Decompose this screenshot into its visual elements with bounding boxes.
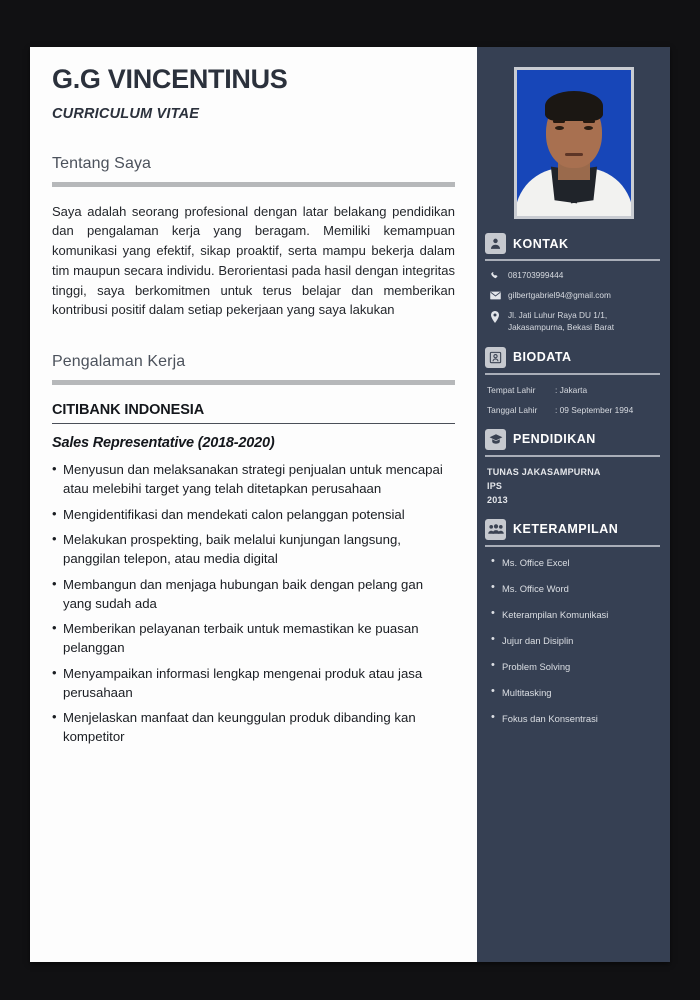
list-item: • Melakukan prospekting, baik melalui kunjungan langsung, panggilan telepon, atau media digital [52,531,455,568]
education-year: 2013 [487,494,508,505]
employer-name: CITIBANK INDONESIA [52,402,455,424]
contact-title: KONTAK [513,236,569,251]
people-group-icon [485,519,506,540]
list-item: • Ms. Office Word [491,583,662,594]
education-school: TUNAS JAKASAMPURNA [487,466,601,477]
photo-brow-left [553,120,565,123]
about-paragraph: Saya adalah seorang profesional dengan latar belakang pendidikan dan pengalaman kerja yang beragam. Memiliki kemampuan komunikasi yang efektif, sikap proaktif, serta mampu bekerja dalam tim maupun secara individu. Berorientasi pada hasil dengan integritas tinggi, saya berkomitmen untuk terus belajar dan memberikan kontribusi positif dalam setiap pekerjaan yang saya lakukan [52,203,455,318]
graduation-cap-icon [485,429,506,450]
photo-eye-left [555,126,564,130]
photo-mouth [565,153,583,156]
contact-list [477,270,670,333]
education-list [477,467,670,505]
education-title: PENDIDIKAN [513,432,596,447]
contact-email-row[interactable] [487,290,662,301]
phone-icon [487,270,503,281]
biodata-row-birthdate [487,405,664,415]
list-item: • Menjelaskan manfaat dan keunggulan produk dibanding kan kompetitor [52,709,455,746]
contact-divider [485,259,660,261]
main-content-column [30,47,477,962]
biodata-section [477,347,670,415]
job-title: Sales Representative (2018-2020) [52,435,275,452]
skills-divider [485,545,660,547]
contact-header [477,233,670,254]
duties-list [52,461,455,747]
biodata-row-birthplace [487,385,664,395]
photo-eye-right [584,126,593,130]
biodata-value: : Jakarta [555,384,588,395]
photo-brow-right [583,120,595,123]
list-item: • Jujur dan Disiplin [491,635,662,646]
email-address: gilbertgabriel94@gmail.com [508,290,611,301]
list-item: • Membangun dan menjaga hubungan baik dengan pelang gan yang sudah ada [52,576,455,613]
education-header [477,429,670,450]
biodata-value: : 09 September 1994 [555,404,634,415]
envelope-icon [487,290,503,300]
experience-section-heading: Pengalaman Kerja [52,353,186,371]
skills-section [477,519,670,724]
cv-document [30,47,670,962]
page-title: G.G VINCENTINUS [52,64,288,94]
list-item: • Menyusun dan melaksanakan strategi penjualan untuk mencapai atau melebihi target yang telah ditetapkan perusahaan [52,461,455,498]
id-card-icon [485,347,506,368]
list-item: • Memberikan pelayanan terbaik untuk memastikan ke puasan pelanggan [52,620,455,657]
contact-phone-row[interactable] [487,270,662,281]
list-item: • Problem Solving [491,661,662,672]
avatar [514,67,634,219]
education-divider [485,455,660,457]
biodata-label: Tanggal Lahir [487,404,538,415]
skills-list [477,557,670,724]
person-icon [485,233,506,254]
education-section [477,429,670,505]
contact-address-row[interactable] [487,310,662,332]
biodata-list [477,385,670,415]
education-major: IPS [487,480,503,491]
biodata-divider [485,373,660,375]
biodata-label: Tempat Lahir [487,384,536,395]
list-item: • Multitasking [491,687,662,698]
photo-hair [545,91,603,121]
biodata-title: BIODATA [513,350,572,365]
document-subtitle: CURRICULUM VITAE [52,105,200,122]
contact-section [477,233,670,333]
experience-divider [52,380,455,385]
sidebar-column [477,47,670,962]
about-section-heading: Tentang Saya [52,154,152,172]
list-item: • Fokus dan Konsentrasi [491,713,662,724]
list-item: • Ms. Office Excel [491,557,662,568]
list-item: • Mengidentifikasi dan mendekati calon pelanggan potensial [52,506,455,525]
skills-header [477,519,670,540]
map-pin-icon [487,310,503,323]
skills-title: KETERAMPILAN [513,522,619,537]
list-item: • Menyampaikan informasi lengkap mengenai produk atau jasa perusahaan [52,665,455,702]
biodata-header [477,347,670,368]
about-divider [52,182,455,187]
list-item: • Keterampilan Komunikasi [491,609,662,620]
address: Jl. Jati Luhur Raya DU 1/1, Jakasampurna, Bekasi Barat [508,310,615,332]
phone-number: 081703999444 [508,270,564,280]
